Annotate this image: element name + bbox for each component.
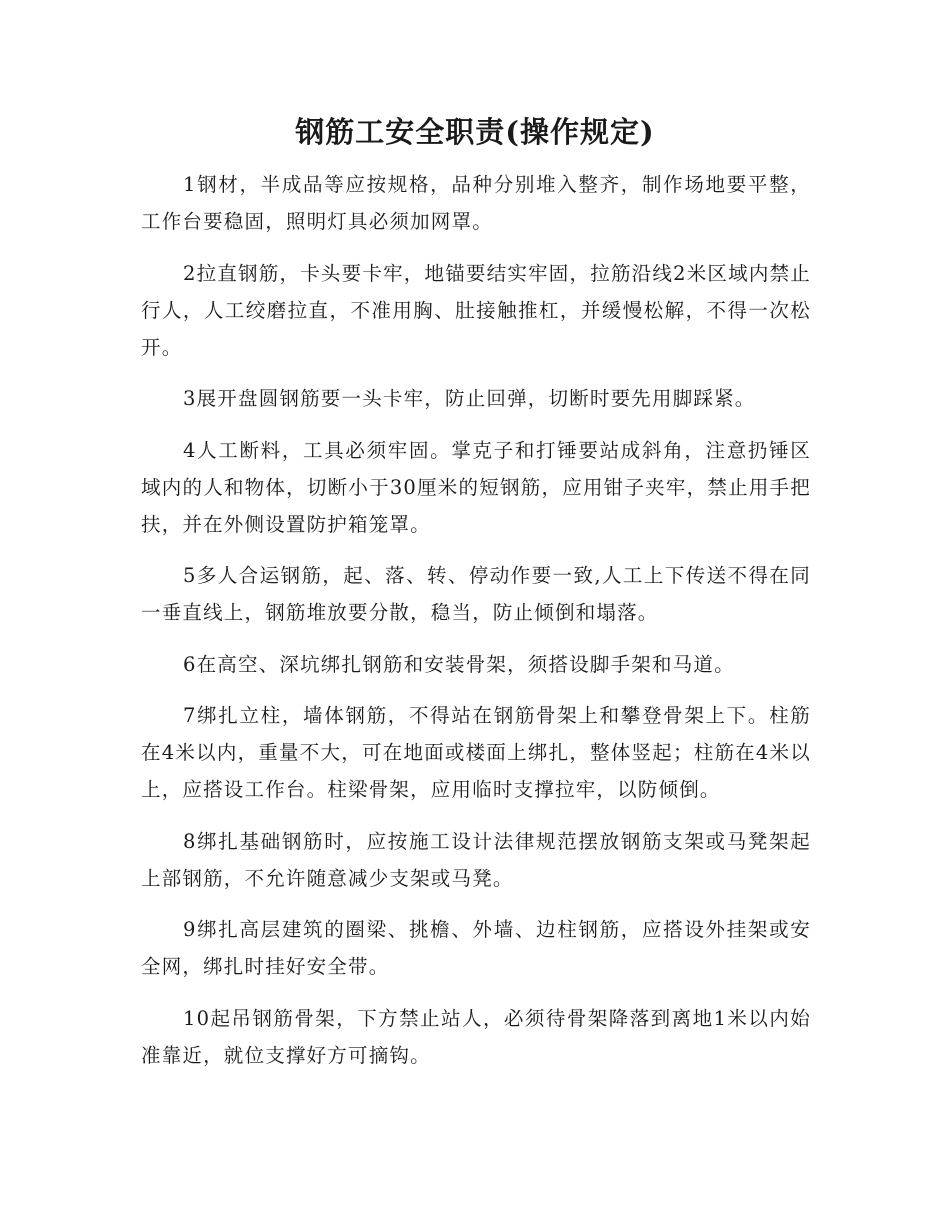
paragraph-6: 6在高空、深坑绑扎钢筋和安装骨架，须搭设脚手架和马道。: [183, 652, 735, 676]
paragraph-4: 4人工断料，工具必须牢固。掌克子和打锤要站成斜角，注意扔锤区域内的人和物体，切断小于30厘米的短钢筋，应用钳子夹牢，禁止用手把扶，并在外侧设置防护箱笼罩。: [141, 438, 811, 536]
paragraph-8: 8绑扎基础钢筋时，应按施工设计法律规范摆放钢筋支架或马凳架起上部钢筋，不允许随意减少支架或马凳。: [141, 829, 811, 890]
paragraph-5: 5多人合运钢筋，起、落、转、停动作要一致,人工上下传送不得在同一垂直线上，钢筋堆放要分散，稳当，防止倾倒和塌落。: [141, 564, 811, 624]
document-body: [141, 166, 811, 1088]
paragraph-7: 7绑扎立柱，墙体钢筋，不得站在钢筋骨架上和攀登骨架上下。柱筋在4米以内，重量不大，可在地面或楼面上绑扎，整体竖起；柱筋在4米以上，应搭设工作台。柱梁骨架，应用临时支撑拉牢，以防倾倒。: [141, 704, 811, 801]
paragraph-10: 10起吊钢筋骨架，下方禁止站人，必须待骨架降落到离地1米以内始准靠近，就位支撑好方可摘钩。: [141, 1006, 811, 1067]
paragraph-3: 3展开盘圆钢筋要一头卡牢，防止回弹，切断时要先用脚踩紧。: [183, 387, 756, 410]
paragraph-2: 2拉直钢筋，卡头要卡牢，地锚要结实牢固，拉筋沿线2米区域内禁止行人，人工绞磨拉直，不准用胸、肚接触推杠，并缓慢松解，不得一次松开。: [141, 261, 811, 359]
document-title: 钢筋工安全职责(操作规定): [295, 115, 655, 149]
paragraph-9: 9绑扎高层建筑的圈梁、挑檐、外墙、边柱钢筋，应搭设外挂架或安全网，绑扎时挂好安全带。: [141, 918, 811, 978]
paragraph-1: 1钢材，半成品等应按规格，品种分别堆入整齐，制作场地要平整，工作台要稳固，照明灯具必须加网罩。: [141, 173, 811, 233]
